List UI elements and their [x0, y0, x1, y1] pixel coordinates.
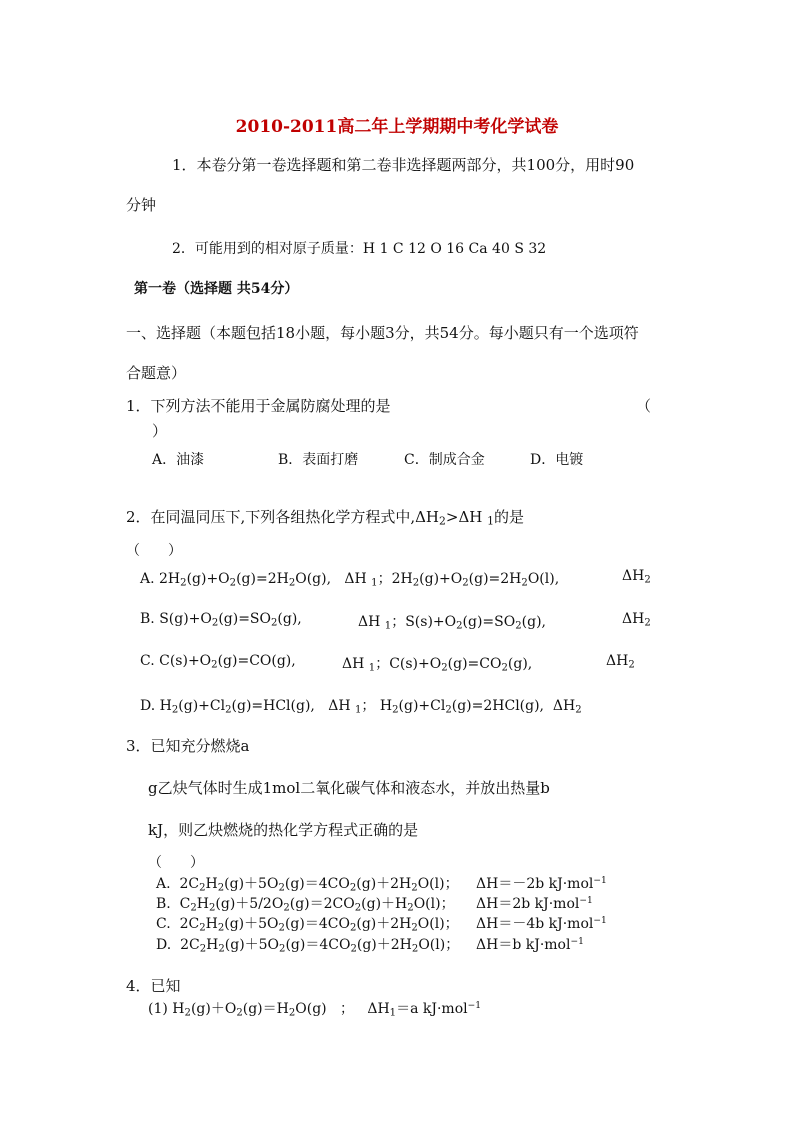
q1-option-d: D．电镀 [530, 452, 584, 468]
q3-option-d-dh: ΔH＝b kJ·mol$^{-1}$ [476, 937, 584, 953]
q3-stem-line-2: g乙炔气体时生成1mol二氧化碳气体和液态水，并放出热量b [148, 779, 550, 797]
q2-option-c-dh2: $\Delta H_2$ [606, 653, 635, 671]
q2-option-d-label: D. [140, 698, 156, 714]
q3-option-b-dh: ΔH＝2b kJ·mol$^{-1}$ [476, 896, 593, 912]
q3-stem-line-1: 3．已知充分燃烧a [126, 737, 250, 755]
q2-option-b-label: B. [140, 611, 155, 627]
q2-option-c-label: C. [140, 653, 155, 669]
q3-option-a: A. $2C_2H_2(g)+5O_2(g)=4CO_2(g)+2H_2O(l)$； [156, 876, 459, 894]
section-intro-line-2: 合题意） [126, 364, 187, 382]
q1-option-a: A．油漆 [152, 452, 205, 468]
q3-option-c-dh: ΔH＝－4b kJ·mol$^{-1}$ [476, 916, 607, 932]
q3-option-a-dh: ΔH＝－2b kJ·mol$^{-1}$ [476, 876, 607, 892]
q4-equation-1: (1) $H_2(g)+O_2(g)=H_2O(g)$ ； $\Delta H_1=a$ kJ·mol$^{-1}$ [148, 1001, 482, 1019]
q2-option-a-label: A. [140, 571, 155, 587]
note-1-line-1: 1．本卷分第一卷选择题和第二卷非选择题两部分，共100分，用时90 [172, 156, 635, 174]
q2-stem: 2．在同温同压下,下列各组热化学方程式中$,\Delta H_2>\Delta H$ $_1$的是 [126, 508, 525, 528]
q1-stem: 1．下列方法不能用于金属防腐处理的是 [126, 397, 391, 415]
q2-option-a-dh2: $\Delta H_2$ [622, 568, 651, 586]
section-intro-line-1: 一、选择题（本题包括18小题，每小题3分，共54分。每小题只有一个选项符 [126, 324, 639, 342]
q3-option-c: C. $2C_2H_2(g)+5O_2(g)=4CO_2(g)+2H_2O(l)$； [156, 916, 459, 934]
q1-paren-open: （ [636, 397, 652, 415]
q1-option-c: C．制成合金 [404, 452, 485, 468]
q2-paren: （ ） [126, 543, 182, 559]
q2-option-b-dh2: $\Delta H_2$ [622, 611, 651, 629]
q2-option-c-rest: ΔH $_1$；$C(s)+O_2(g)=CO_2(g)$, [342, 656, 533, 674]
q3-option-b: B. $C_2H_2(g)+5/2O_2(g)=2CO_2(g)+H_2O(l)$； [156, 896, 455, 914]
q1-paren-close: ） [152, 422, 168, 440]
q4-stem: 4．已知 [126, 977, 181, 995]
q2-option-c: C. $C(s)+O_2(g)=CO(g)$, [140, 653, 296, 671]
q3-paren: （ ） [148, 855, 204, 871]
page-title: 2010-2011高二年上学期期中考化学试卷 [235, 117, 559, 137]
q2-option-a: A. $2H_2(g)+O_2(g)=2H_2O(g)$, ΔH $_1$；$2H_2(g)+O_2(g)=2H_2O(l)$, [140, 571, 560, 589]
q1-option-b: B．表面打磨 [278, 452, 359, 468]
q2-option-b-rest: ΔH $_1$；$S(s)+O_2(g)=SO_2(g)$, [358, 614, 546, 632]
section-heading: 第一卷（选择题 共54分） [134, 281, 299, 297]
q3-option-d: D. $2C_2H_2(g)+5O_2(g)=4CO_2(g)+2H_2O(l)$； [156, 937, 460, 955]
q2-option-d: D. $H_2(g)+Cl_2(g)=HCl(g)$, ΔH $_1$； $H_2(g)+Cl_2(g)=2HCl(g)$, $\Delta H_2$ [140, 698, 582, 716]
q4-eq1-label: (1) [148, 1001, 168, 1017]
q3-stem-line-3: kJ，则乙炔燃烧的热化学方程式正确的是 [148, 821, 419, 839]
note-1-line-2: 分钟 [126, 196, 157, 214]
q2-option-b: B. $S(g)+O_2(g)=SO_2(g)$, [140, 611, 302, 629]
note-2: 2．可能用到的相对原子质量：H 1 C 12 O 16 Ca 40 S 32 [172, 241, 547, 257]
